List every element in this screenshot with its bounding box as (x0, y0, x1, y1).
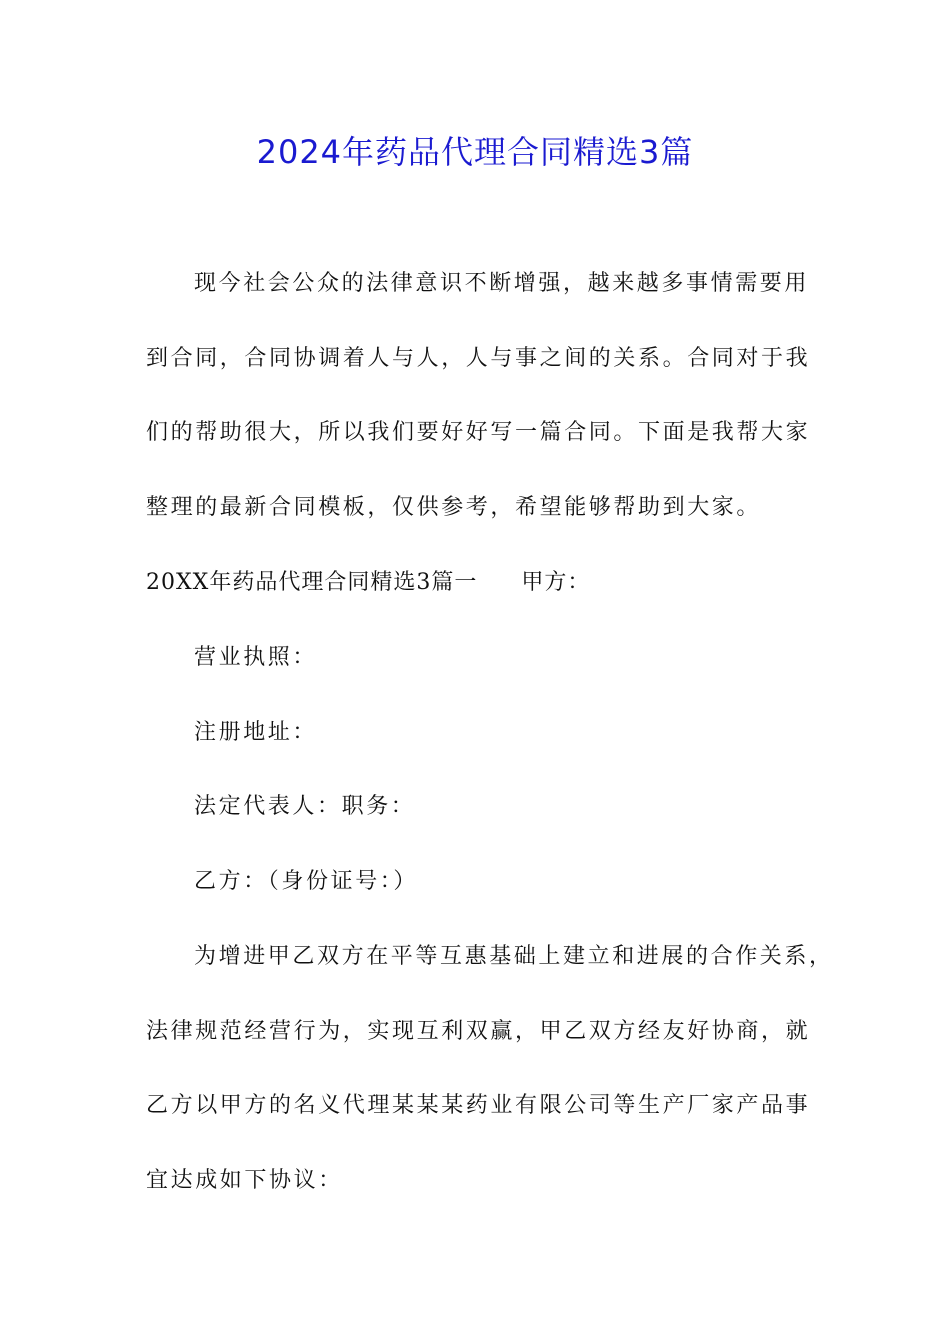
body-line-4: 宜达成如下协议： (146, 1168, 343, 1193)
party-a-label: 甲方： (521, 570, 591, 595)
document-title: 2024年药品代理合同精选3篇 (256, 133, 694, 171)
field-registered-address: 注册地址： (194, 720, 318, 745)
party-b-line: 乙方：（身份证号：） (194, 869, 419, 894)
section-heading-line (146, 565, 816, 601)
body-line-1: 为增进甲乙双方在平等互惠基础上建立和进展的合作关系， (194, 944, 834, 969)
intro-line-4: 整理的最新合同模板，仅供参考，希望能够帮助到大家。 (146, 495, 762, 520)
intro-line-1: 现今社会公众的法律意识不断增强，越来越多事情需要用 (194, 271, 810, 296)
intro-line-3: 们的帮助很大，所以我们要好好写一篇合同。下面是我帮大家 (146, 420, 811, 445)
section-heading: 20XX年药品代理合同精选3篇一 (146, 570, 478, 595)
body-line-3: 乙方以甲方的名义代理某某某药业有限公司等生产厂家产品事 (146, 1093, 811, 1118)
body-line-2: 法律规范经营行为，实现互利双赢，甲乙双方经友好协商，就 (146, 1019, 811, 1044)
field-business-license: 营业执照： (194, 645, 318, 670)
intro-line-2: 到合同，合同协调着人与人，人与事之间的关系。合同对于我 (146, 346, 811, 371)
field-legal-representative: 法定代表人：职务： (194, 794, 416, 819)
